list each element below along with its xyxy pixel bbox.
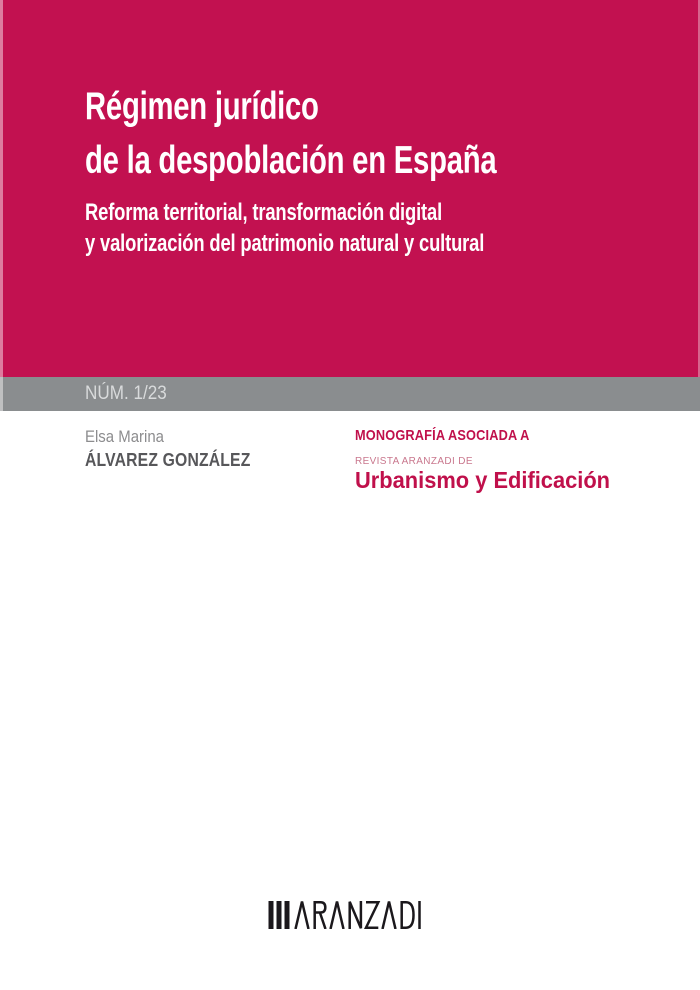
author-block: [85, 426, 280, 471]
aranzadi-logo-graphic: [262, 901, 428, 929]
associated-series-block: [355, 428, 629, 494]
book-subtitle-line-1: Reforma territorial, transformación digital: [85, 199, 443, 226]
book-title-line-2: de la despoblación en España: [85, 139, 497, 182]
issue-number-label: NÚM. 1/23: [85, 383, 167, 404]
issue-number-bar: [0, 377, 700, 411]
book-subtitle-line-2: y valorización del patrimonio natural y cultural: [85, 230, 485, 257]
aranzadi-logo: [262, 901, 428, 929]
left-edge-sliver: [0, 0, 3, 411]
monograph-kicker: MONOGRAFÍA ASOCIADA A: [355, 427, 530, 444]
revista-imprint-label: REVISTA ARANZADI DE: [355, 455, 473, 467]
title-block: [85, 80, 700, 259]
book-subtitle: [85, 197, 700, 259]
aranzadi-wordmark: [296, 901, 420, 929]
journal-name: Urbanismo y Edificación: [355, 467, 611, 493]
book-title-line-1: Régimen jurídico: [85, 85, 319, 128]
title-banner: [0, 0, 700, 377]
author-surnames: ÁLVAREZ GONZÁLEZ: [85, 449, 251, 470]
three-bars-icon: [269, 901, 290, 929]
author-first-names: Elsa Marina: [85, 427, 164, 446]
